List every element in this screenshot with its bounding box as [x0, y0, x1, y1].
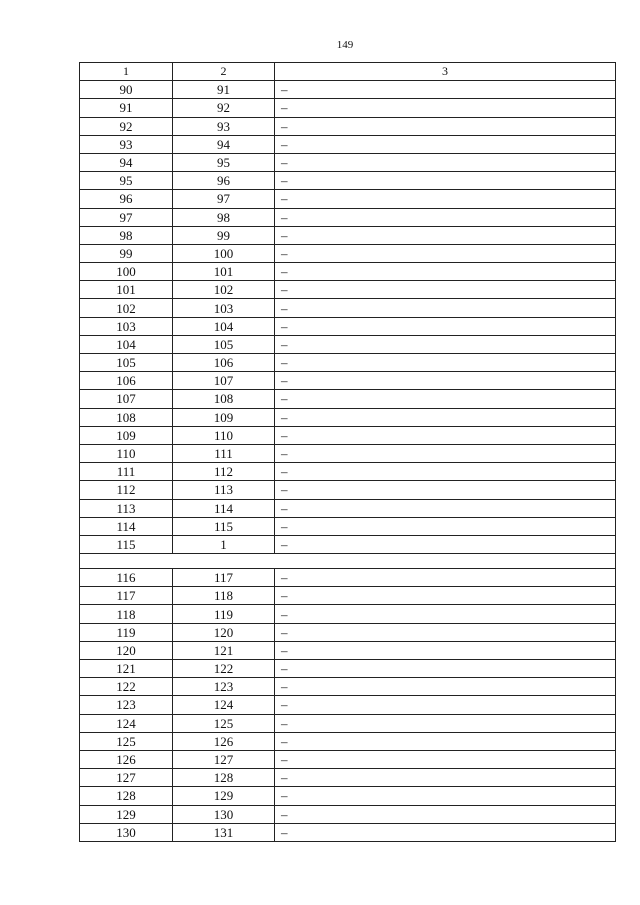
col-2-cell: 122 — [173, 660, 275, 678]
col-2-cell: 99 — [173, 226, 275, 244]
col-2-cell: 114 — [173, 499, 275, 517]
col-1-cell: 97 — [80, 208, 173, 226]
col-3-cell: – — [275, 732, 616, 750]
col-3-cell: – — [275, 190, 616, 208]
table-row — [80, 678, 616, 696]
col-1-cell: 101 — [80, 281, 173, 299]
col-1-cell: 124 — [80, 714, 173, 732]
col-2-cell: 100 — [173, 244, 275, 262]
table-row — [80, 463, 616, 481]
col-3-cell: – — [275, 678, 616, 696]
table-row — [80, 769, 616, 787]
column-header-3: 3 — [275, 63, 616, 81]
data-table-container — [79, 62, 615, 842]
col-2-cell: 129 — [173, 787, 275, 805]
col-3-cell: – — [275, 787, 616, 805]
col-2-cell: 111 — [173, 444, 275, 462]
col-1-cell: 94 — [80, 153, 173, 171]
col-1-cell: 116 — [80, 569, 173, 587]
data-table — [79, 62, 616, 842]
col-2-cell: 131 — [173, 823, 275, 841]
col-1-cell: 96 — [80, 190, 173, 208]
col-3-cell: – — [275, 390, 616, 408]
col-2-cell: 123 — [173, 678, 275, 696]
col-1-cell: 98 — [80, 226, 173, 244]
table-row — [80, 605, 616, 623]
col-2-cell: 119 — [173, 605, 275, 623]
col-1-cell: 125 — [80, 732, 173, 750]
column-header-1: 1 — [80, 63, 173, 81]
col-3-cell: – — [275, 660, 616, 678]
col-3-cell: – — [275, 587, 616, 605]
col-2-cell: 107 — [173, 372, 275, 390]
col-2-cell: 125 — [173, 714, 275, 732]
col-1-cell: 123 — [80, 696, 173, 714]
col-2-cell: 124 — [173, 696, 275, 714]
col-3-cell: – — [275, 805, 616, 823]
col-2-cell: 128 — [173, 769, 275, 787]
col-3-cell: – — [275, 605, 616, 623]
col-2-cell: 104 — [173, 317, 275, 335]
col-2-cell: 112 — [173, 463, 275, 481]
col-1-cell: 90 — [80, 81, 173, 99]
col-2-cell: 113 — [173, 481, 275, 499]
col-2-cell: 130 — [173, 805, 275, 823]
table-row — [80, 117, 616, 135]
table-row — [80, 390, 616, 408]
col-2-cell: 108 — [173, 390, 275, 408]
table-row — [80, 172, 616, 190]
col-3-cell: – — [275, 99, 616, 117]
col-3-cell: – — [275, 335, 616, 353]
page-number: 149 — [336, 39, 354, 51]
table-row — [80, 444, 616, 462]
table-row — [80, 335, 616, 353]
section-separator-row — [80, 554, 616, 569]
col-1-cell: 126 — [80, 750, 173, 768]
col-2-cell: 115 — [173, 517, 275, 535]
table-row — [80, 517, 616, 535]
col-3-cell: – — [275, 299, 616, 317]
col-3-cell: – — [275, 463, 616, 481]
table-row — [80, 372, 616, 390]
table-row — [80, 299, 616, 317]
table-row — [80, 499, 616, 517]
col-1-cell: 102 — [80, 299, 173, 317]
col-3-cell: – — [275, 535, 616, 553]
table-row — [80, 354, 616, 372]
col-3-cell: – — [275, 281, 616, 299]
table-row — [80, 317, 616, 335]
col-2-cell: 127 — [173, 750, 275, 768]
col-3-cell: – — [275, 426, 616, 444]
table-row — [80, 153, 616, 171]
col-3-cell: – — [275, 750, 616, 768]
table-row — [80, 535, 616, 553]
col-3-cell: – — [275, 135, 616, 153]
col-1-cell: 92 — [80, 117, 173, 135]
col-1-cell: 100 — [80, 263, 173, 281]
col-3-cell: – — [275, 263, 616, 281]
col-1-cell: 120 — [80, 641, 173, 659]
table-row — [80, 244, 616, 262]
col-2-cell: 101 — [173, 263, 275, 281]
col-3-cell: – — [275, 354, 616, 372]
col-2-cell: 102 — [173, 281, 275, 299]
table-header-row — [80, 63, 616, 81]
col-1-cell: 129 — [80, 805, 173, 823]
col-1-cell: 109 — [80, 426, 173, 444]
col-1-cell: 107 — [80, 390, 173, 408]
table-row — [80, 481, 616, 499]
table-row — [80, 190, 616, 208]
col-3-cell: – — [275, 623, 616, 641]
col-3-cell: – — [275, 517, 616, 535]
table-row — [80, 732, 616, 750]
table-row — [80, 569, 616, 587]
table-row — [80, 696, 616, 714]
col-2-cell: 95 — [173, 153, 275, 171]
col-3-cell: – — [275, 499, 616, 517]
table-row — [80, 263, 616, 281]
table-row — [80, 426, 616, 444]
table-row — [80, 660, 616, 678]
col-2-cell: 93 — [173, 117, 275, 135]
table-row — [80, 281, 616, 299]
col-1-cell: 93 — [80, 135, 173, 153]
col-1-cell: 104 — [80, 335, 173, 353]
col-1-cell: 114 — [80, 517, 173, 535]
col-2-cell: 120 — [173, 623, 275, 641]
col-2-cell: 106 — [173, 354, 275, 372]
col-1-cell: 106 — [80, 372, 173, 390]
table-body — [80, 81, 616, 842]
col-3-cell: – — [275, 81, 616, 99]
col-1-cell: 105 — [80, 354, 173, 372]
col-1-cell: 122 — [80, 678, 173, 696]
col-1-cell: 121 — [80, 660, 173, 678]
col-1-cell: 113 — [80, 499, 173, 517]
col-1-cell: 130 — [80, 823, 173, 841]
column-header-2: 2 — [173, 63, 275, 81]
col-2-cell: 121 — [173, 641, 275, 659]
col-3-cell: – — [275, 408, 616, 426]
col-1-cell: 112 — [80, 481, 173, 499]
table-row — [80, 135, 616, 153]
col-1-cell: 99 — [80, 244, 173, 262]
col-3-cell: – — [275, 317, 616, 335]
col-2-cell: 110 — [173, 426, 275, 444]
col-1-cell: 128 — [80, 787, 173, 805]
col-2-cell: 105 — [173, 335, 275, 353]
col-1-cell: 127 — [80, 769, 173, 787]
separator-cell — [80, 554, 616, 569]
table-row — [80, 226, 616, 244]
col-2-cell: 92 — [173, 99, 275, 117]
table-row — [80, 81, 616, 99]
col-3-cell: – — [275, 769, 616, 787]
col-1-cell: 91 — [80, 99, 173, 117]
col-2-cell: 118 — [173, 587, 275, 605]
col-2-cell: 117 — [173, 569, 275, 587]
col-1-cell: 110 — [80, 444, 173, 462]
col-1-cell: 95 — [80, 172, 173, 190]
col-3-cell: – — [275, 244, 616, 262]
col-3-cell: – — [275, 641, 616, 659]
col-1-cell: 118 — [80, 605, 173, 623]
col-1-cell: 108 — [80, 408, 173, 426]
table-row — [80, 787, 616, 805]
col-1-cell: 117 — [80, 587, 173, 605]
col-3-cell: – — [275, 444, 616, 462]
col-3-cell: – — [275, 117, 616, 135]
col-3-cell: – — [275, 714, 616, 732]
col-3-cell: – — [275, 696, 616, 714]
table-row — [80, 623, 616, 641]
table-row — [80, 99, 616, 117]
col-3-cell: – — [275, 172, 616, 190]
table-row — [80, 408, 616, 426]
col-1-cell: 119 — [80, 623, 173, 641]
col-2-cell: 109 — [173, 408, 275, 426]
col-2-cell: 97 — [173, 190, 275, 208]
table-row — [80, 823, 616, 841]
col-2-cell: 91 — [173, 81, 275, 99]
col-3-cell: – — [275, 372, 616, 390]
table-row — [80, 587, 616, 605]
col-3-cell: – — [275, 569, 616, 587]
col-2-cell: 126 — [173, 732, 275, 750]
table-row — [80, 750, 616, 768]
col-2-cell: 94 — [173, 135, 275, 153]
col-3-cell: – — [275, 481, 616, 499]
col-2-cell: 103 — [173, 299, 275, 317]
col-1-cell: 115 — [80, 535, 173, 553]
col-3-cell: – — [275, 208, 616, 226]
col-1-cell: 103 — [80, 317, 173, 335]
col-2-cell: 1 — [173, 535, 275, 553]
table-row — [80, 714, 616, 732]
table-row — [80, 208, 616, 226]
col-3-cell: – — [275, 823, 616, 841]
col-3-cell: – — [275, 226, 616, 244]
col-1-cell: 111 — [80, 463, 173, 481]
col-2-cell: 96 — [173, 172, 275, 190]
table-row — [80, 805, 616, 823]
col-2-cell: 98 — [173, 208, 275, 226]
col-3-cell: – — [275, 153, 616, 171]
table-row — [80, 641, 616, 659]
